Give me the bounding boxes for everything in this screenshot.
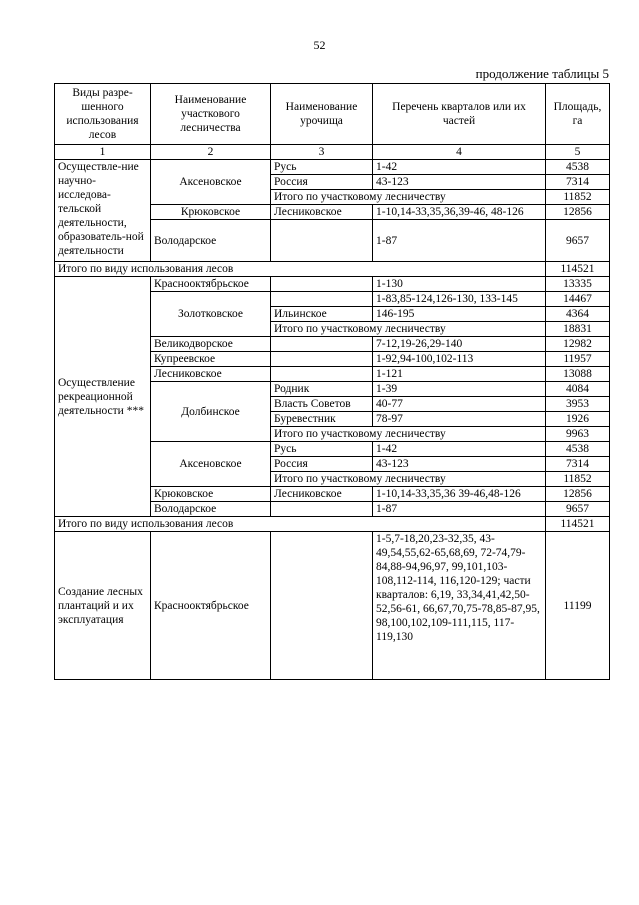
forestry-cell: Долбинское: [151, 382, 271, 442]
area-cell: 3953: [546, 397, 610, 412]
column-number: 5: [546, 145, 610, 160]
forestry-cell: Аксеновское: [151, 160, 271, 205]
area-cell: 9657: [546, 220, 610, 262]
tract-cell: Русь: [271, 160, 373, 175]
area-cell: 12856: [546, 487, 610, 502]
quarters-cell: 1-87: [373, 220, 546, 262]
forestry-cell: Володарское: [151, 502, 271, 517]
quarters-cell: 1-42: [373, 160, 546, 175]
tract-cell: Лесниковское: [271, 487, 373, 502]
tract-cell: [271, 502, 373, 517]
column-number: 4: [373, 145, 546, 160]
area-cell: 11957: [546, 352, 610, 367]
total-area: 114521: [546, 262, 610, 277]
area-cell: 7314: [546, 175, 610, 190]
area-cell: 12856: [546, 205, 610, 220]
column-number-row: [55, 145, 610, 160]
area-cell: 13335: [546, 277, 610, 292]
quarters-cell: 1-39: [373, 382, 546, 397]
subtotal-area: 9963: [546, 427, 610, 442]
forestry-cell: Лесниковское: [151, 367, 271, 382]
quarters-cell: 146-195: [373, 307, 546, 322]
quarters-cell: 1-87: [373, 502, 546, 517]
area-cell: 4084: [546, 382, 610, 397]
tract-cell: [271, 277, 373, 292]
subtotal-label: Итого по участковому лесничеству: [271, 322, 546, 337]
tract-cell: Лесниковское: [271, 205, 373, 220]
column-number: 1: [55, 145, 151, 160]
quarters-cell: 40-77: [373, 397, 546, 412]
tract-cell: [271, 292, 373, 307]
quarters-cell: 43-123: [373, 457, 546, 472]
subtotal-area: 11852: [546, 190, 610, 205]
table-row: [55, 160, 610, 175]
header-area: Площадь, га: [546, 84, 610, 145]
area-cell: 4538: [546, 160, 610, 175]
header-tract: Наименование урочища: [271, 84, 373, 145]
tract-cell: Россия: [271, 175, 373, 190]
forestry-cell: Аксеновское: [151, 442, 271, 487]
page-number: 52: [313, 38, 326, 52]
quarters-cell: 1-121: [373, 367, 546, 382]
tract-cell: Русь: [271, 442, 373, 457]
subtotal-label: Итого по участковому лесничеству: [271, 427, 546, 442]
subtotal-area: 18831: [546, 322, 610, 337]
area-cell: 4538: [546, 442, 610, 457]
tract-cell: [271, 532, 373, 680]
total-label: Итого по виду использования лесов: [55, 517, 546, 532]
forestry-cell: Володарское: [151, 220, 271, 262]
area-cell: 12982: [546, 337, 610, 352]
forestry-cell: Крюковское: [151, 205, 271, 220]
quarters-cell: 1-130: [373, 277, 546, 292]
forestry-cell: Крюковское: [151, 487, 271, 502]
tract-cell: [271, 337, 373, 352]
forestry-cell: Великодворское: [151, 337, 271, 352]
header-forestry: Наименование участкового лесничества: [151, 84, 271, 145]
total-row: [55, 262, 610, 277]
area-cell: 9657: [546, 502, 610, 517]
use-type-cell: Создание лесных плантаций и их эксплуатация: [55, 532, 151, 680]
quarters-cell: 1-5,7-18,20,23-32,35, 43-49,54,55,62-65,68,69, 72-74,79-84,88-94,96,97, 99,101,103-108,112-114, 116,120-129; части кварталов: 6,19, 33,34,41,42,50-52,56-61, 66,67,70,75-78,85-87,95, 98,100,102,109-111,115, 117-119,130: [373, 532, 546, 680]
tract-cell: Родник: [271, 382, 373, 397]
area-cell: 14467: [546, 292, 610, 307]
quarters-cell: 1-42: [373, 442, 546, 457]
tract-cell: [271, 220, 373, 262]
area-cell: 11199: [546, 532, 610, 680]
quarters-cell: 1-10,14-33,35,36 39-46,48-126: [373, 487, 546, 502]
area-cell: 1926: [546, 412, 610, 427]
forestry-cell: Золотковское: [151, 292, 271, 337]
column-number: 2: [151, 145, 271, 160]
tract-cell: Ильинское: [271, 307, 373, 322]
forest-use-table: [54, 83, 610, 680]
forestry-cell: Купреевское: [151, 352, 271, 367]
table-continuation-caption: продолжение таблицы 5: [475, 66, 609, 81]
tract-cell: Россия: [271, 457, 373, 472]
total-row: [55, 517, 610, 532]
quarters-cell: 1-92,94-100,102-113: [373, 352, 546, 367]
tract-cell: Буревестник: [271, 412, 373, 427]
quarters-cell: 1-10,14-33,35,36,39-46, 48-126: [373, 205, 546, 220]
column-number: 3: [271, 145, 373, 160]
tract-cell: Власть Советов: [271, 397, 373, 412]
quarters-cell: 7-12,19-26,29-140: [373, 337, 546, 352]
header-row: [55, 84, 610, 145]
quarters-cell: 1-83,85-124,126-130, 133-145: [373, 292, 546, 307]
quarters-cell: 43-123: [373, 175, 546, 190]
tract-cell: [271, 367, 373, 382]
area-cell: 4364: [546, 307, 610, 322]
subtotal-area: 11852: [546, 472, 610, 487]
subtotal-label: Итого по участковому лесничеству: [271, 472, 546, 487]
total-area: 114521: [546, 517, 610, 532]
table-row: [55, 277, 610, 292]
quarters-cell: 78-97: [373, 412, 546, 427]
tract-cell: [271, 352, 373, 367]
header-use-type: Виды разре-шенного использования лесов: [55, 84, 151, 145]
use-type-cell: Осуществле-ние научно-исследова-тельской деятельности, образователь-ной деятельности: [55, 160, 151, 262]
forestry-cell: Краснооктябрьское: [151, 532, 271, 680]
forestry-cell: Краснооктябрьское: [151, 277, 271, 292]
area-cell: 7314: [546, 457, 610, 472]
header-quarters: Перечень кварталов или их частей: [373, 84, 546, 145]
total-label: Итого по виду использования лесов: [55, 262, 546, 277]
table-row: [55, 532, 610, 680]
area-cell: 13088: [546, 367, 610, 382]
subtotal-label: Итого по участковому лесничеству: [271, 190, 546, 205]
use-type-cell: Осуществление рекреационной деятельности ***: [55, 277, 151, 517]
